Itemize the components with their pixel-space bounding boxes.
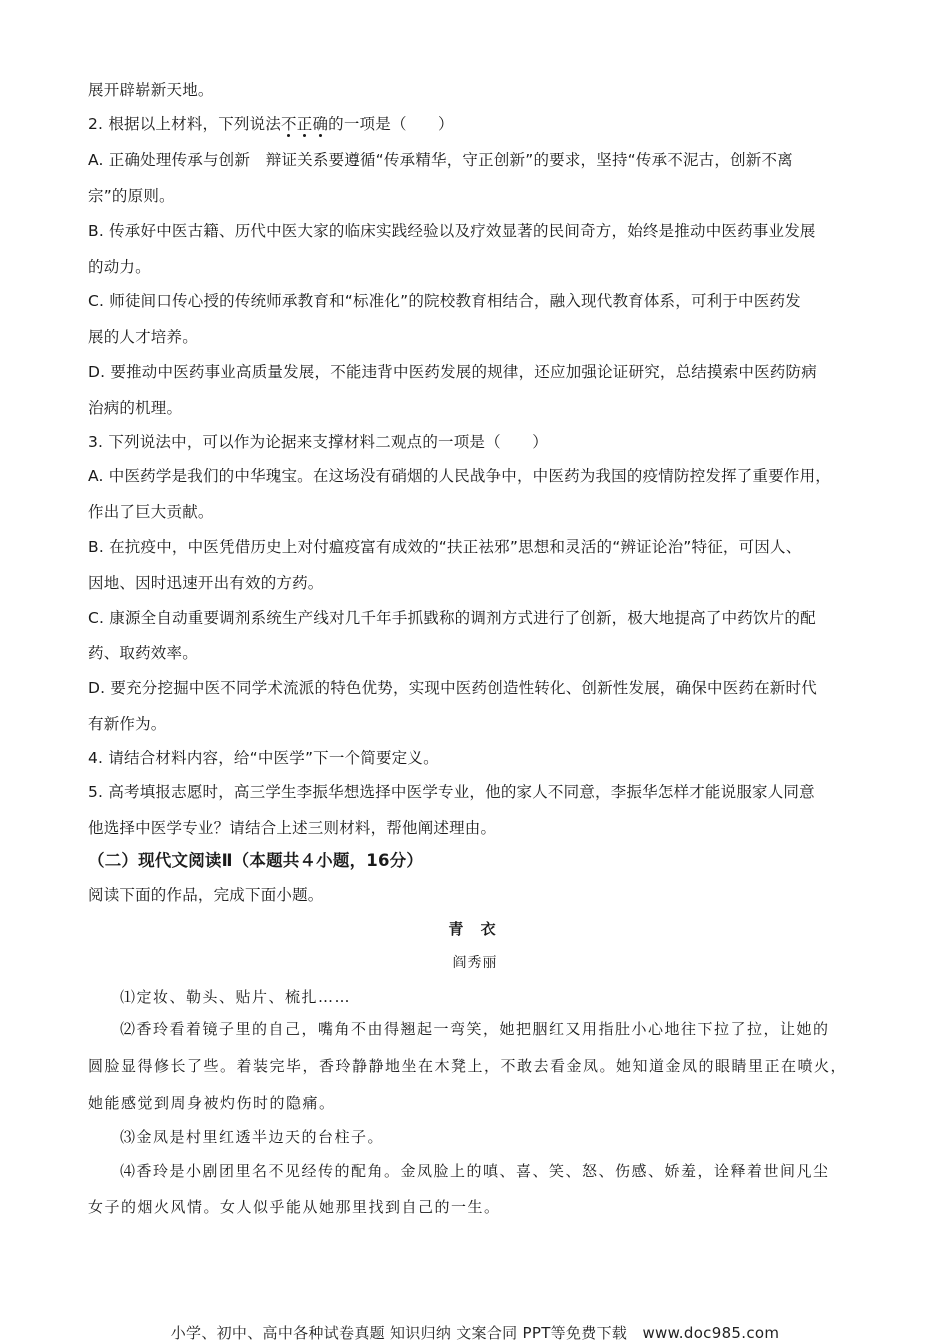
question-2-suffix: 的一项是（ ）	[328, 115, 454, 133]
option-c-cont: 药、取药效率。	[88, 644, 198, 662]
option-c-cont: 展的人才培养。	[88, 328, 198, 346]
option-d-cont: 有新作为。	[88, 715, 167, 733]
option-d: D. 要推动中医药事业高质量发展，不能违背中医药发展的规律，还应加强论证研究，总结摸索中医药防病	[88, 363, 817, 381]
option-a: A. 中医药学是我们的中华瑰宝。在这场没有硝烟的人民战争中，中医药为我国的疫情防控发挥了重要作用，	[88, 467, 831, 485]
question-2	[88, 114, 454, 134]
question-5-cont: 他选择中医学专业？请结合上述三则材料，帮他阐述理由。	[88, 819, 497, 837]
option-d: D. 要充分挖掘中医不同学术流派的特色优势，实现中医药创造性转化、创新性发展，确保中医药在新时代	[88, 679, 817, 697]
option-a-cont: 宗”的原则。	[88, 187, 175, 205]
option-b: B. 在抗疫中，中医凭借历史上对付瘟疫富有成效的“扶正祛邪”思想和灵活的“辨证论治”特征，可因人、	[88, 538, 802, 556]
text-line: 展开辟崭新天地。	[88, 81, 214, 99]
option-b-cont: 的动力。	[88, 258, 151, 276]
option-b-cont: 因地、因时迅速开出有效的方药。	[88, 574, 324, 592]
option-c: C. 康源全自动重要调剂系统生产线对几千年手抓戥称的调剂方式进行了创新，极大地提高了中药饮片的配	[88, 609, 816, 627]
paragraph-3: ⑶金凤是村里红透半边天的台柱子。	[120, 1128, 385, 1146]
reading-instruction: 阅读下面的作品，完成下面小题。	[88, 886, 324, 904]
section-heading: （二）现代文阅读Ⅱ（本题共４小题，16分）	[88, 851, 424, 870]
paragraph-4: ⑷香玲是小剧团里名不见经传的配角。金凤脸上的嗔、喜、笑、怒、伤感、娇羞，诠释着世间凡尘	[120, 1162, 830, 1180]
question-3: 3. 下列说法中，可以作为论据来支撑材料二观点的一项是（ ）	[88, 433, 548, 451]
option-a-cont: 作出了巨大贡献。	[88, 503, 214, 521]
page-footer: 小学、初中、高中各种试卷真题 知识归纳 文案合同 PPT等免费下载 www.doc985.com	[170, 1324, 780, 1342]
option-b: B. 传承好中医古籍、历代中医大家的临床实践经验以及疗效显著的民间奇方，始终是推动中医药事业发展	[88, 222, 816, 240]
emphasis-char: 不	[281, 115, 297, 133]
paragraph-2-cont: 她能感觉到周身被灼伤时的隐痛。	[88, 1094, 336, 1112]
paragraph-1: ⑴定妆、勒头、贴片、梳扎……	[120, 988, 352, 1006]
option-d-cont: 治病的机理。	[88, 399, 183, 417]
emphasis-char: 确	[312, 115, 329, 133]
paragraph-4-cont: 女子的烟火风情。女人似乎能从她那里找到自己的一生。	[88, 1198, 501, 1216]
story-title: 青 衣	[448, 920, 502, 938]
emphasis-char: 正	[296, 115, 313, 133]
option-a: A. 正确处理传承与创新 辩证关系要遵循“传承精华，守正创新”的要求，坚持“传承不泥古，创新不离	[88, 151, 793, 169]
story-author: 阎秀丽	[452, 955, 498, 971]
paragraph-2-cont: 圆脸显得修长了些。着装完毕，香玲静静地坐在木凳上，不敢去看金凤。她知道金凤的眼睛里正在喷火，	[88, 1057, 848, 1075]
question-4: 4. 请结合材料内容，给“中医学”下一个简要定义。	[88, 749, 439, 767]
question-2-prefix: 2. 根据以上材料，下列说法	[88, 115, 282, 133]
option-c: C. 师徒间口传心授的传统师承教育和“标准化”的院校教育相结合，融入现代教育体系，可利于中医药发	[88, 292, 801, 310]
question-5: 5. 高考填报志愿时，高三学生李振华想选择中医学专业，他的家人不同意，李振华怎样才能说服家人同意	[88, 783, 815, 801]
paragraph-2: ⑵香玲看着镜子里的自己，嘴角不由得翘起一弯笑，她把胭红又用指肚小心地往下拉了拉，让她的	[120, 1020, 830, 1038]
